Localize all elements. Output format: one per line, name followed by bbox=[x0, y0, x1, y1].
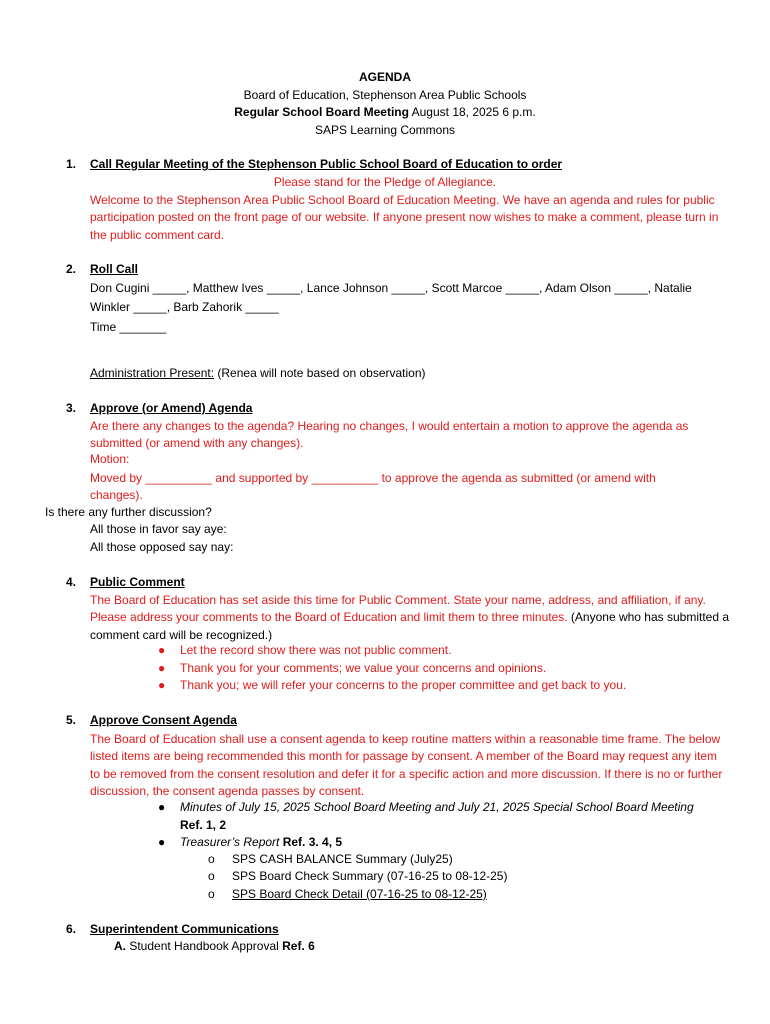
bullet-icon: ● bbox=[158, 661, 166, 675]
agenda-changes-question: Are there any changes to the agenda? Hearing no changes, I would entertain a motion to approve the agenda as submitted (or amend with any changes). bbox=[90, 419, 689, 451]
roll-call-time: Time _______ bbox=[90, 320, 167, 334]
moved-by-text: Moved by __________ and supported by __________ to approve the agenda as submitted (or amend with changes). bbox=[90, 471, 656, 503]
bullet-icon: ● bbox=[158, 835, 166, 849]
circle-bullet-icon: o bbox=[208, 869, 215, 883]
item-6-number: 6. bbox=[66, 922, 77, 936]
meeting-location: SAPS Learning Commons bbox=[314, 123, 456, 137]
minutes-reference: Ref. 1, 2 bbox=[180, 818, 227, 832]
bullet-icon: ● bbox=[158, 678, 166, 692]
meeting-type: Regular School Board Meeting bbox=[234, 105, 409, 119]
roll-call-members: Don Cugini _____, Matthew Ives _____, Lance Johnson _____, Scott Marcoe _____, Adam Olson _____, Natalie Winkler _____, Barb Zahorik _____ bbox=[90, 281, 692, 314]
public-comment-bullet-1: ● Let the record show there was not public comment. bbox=[158, 643, 452, 657]
all-opposed: All those opposed say nay: bbox=[90, 540, 234, 554]
agenda-heading: AGENDA bbox=[358, 70, 411, 84]
circle-bullet-icon: o bbox=[208, 887, 215, 901]
subitem-check-detail: o SPS Board Check Detail (07-16-25 to 08-12-25) bbox=[208, 887, 487, 901]
public-comment-card-note: (Anyone who has submitted a comment card will be recognized.) bbox=[90, 610, 730, 642]
public-comment-text bbox=[90, 592, 730, 644]
item-4-number: 4. bbox=[66, 575, 77, 589]
item-3-title: Approve (or Amend) Agenda bbox=[90, 401, 253, 415]
consent-agenda-text: The Board of Education shall use a consent agenda to keep routine matters within a reasonable time frame. The below listed items are being recommended this month for passage by consent. A member of the Board may request any item to be removed from the consent resolution and defer it for a specific action and more discussion. If there is no or further discussion, the consent agenda passes by consent. bbox=[90, 732, 723, 798]
student-handbook-item bbox=[114, 939, 315, 953]
bullet-icon: ● bbox=[158, 643, 166, 657]
public-comment-bullet-2: ● Thank you for your comments; we value your concerns and opinions. bbox=[158, 661, 547, 675]
item-2-title: Roll Call bbox=[90, 262, 139, 276]
motion-label: Motion: bbox=[90, 452, 130, 466]
subitem-cash-balance: o SPS CASH BALANCE Summary (July25) bbox=[208, 852, 453, 866]
public-comment-bullet-3: ● Thank you; we will refer your concerns to the proper committee and get back to you. bbox=[158, 678, 627, 692]
item-1-title: Call Regular Meeting of the Stephenson Public School Board of Education to order bbox=[90, 157, 563, 171]
item-4-title: Public Comment bbox=[90, 575, 185, 589]
all-in-favor: All those in favor say aye: bbox=[90, 522, 227, 536]
item-3-number: 3. bbox=[66, 401, 77, 415]
administration-present bbox=[90, 366, 426, 380]
item-5-title: Approve Consent Agenda bbox=[90, 713, 237, 727]
circle-bullet-icon: o bbox=[208, 852, 215, 866]
item-1-number: 1. bbox=[66, 157, 77, 171]
item-5-number: 5. bbox=[66, 713, 77, 727]
board-name: Board of Education, Stephenson Area Public Schools bbox=[243, 88, 527, 102]
subitem-check-summary: o SPS Board Check Summary (07-16-25 to 08-12-25) bbox=[208, 869, 508, 883]
public-comment-instructions: The Board of Education has set aside this time for Public Comment. State your name, address, and affiliation, if any. Please address your comments to the Board of Education and limit them to three minutes. bbox=[90, 593, 706, 625]
item-2-number: 2. bbox=[66, 262, 77, 276]
consent-bullet-treasurer bbox=[158, 835, 342, 849]
administration-label: Administration Present: bbox=[90, 366, 215, 380]
welcome-text: Welcome to the Stephenson Area Public School Board of Education Meeting. We have an agenda and rules for public participation posted on the front page of our website. If anyone present now wishes to make a comment, please turn in the public comment card. bbox=[90, 193, 719, 242]
further-discussion: Is there any further discussion? bbox=[45, 505, 212, 519]
bullet-icon: ● bbox=[158, 800, 166, 814]
sub-item-letter: A. bbox=[114, 939, 126, 953]
meeting-line bbox=[0, 105, 770, 119]
item-6-title: Superintendent Communications bbox=[90, 922, 279, 936]
consent-bullet-minutes bbox=[158, 800, 694, 814]
administration-note: (Renea will note based on observation) bbox=[214, 366, 426, 380]
pledge-text: Please stand for the Pledge of Allegiance. bbox=[273, 175, 497, 189]
student-handbook-reference: Ref. 6 bbox=[278, 939, 315, 953]
minutes-title: Minutes of July 15, 2025 School Board Meeting and July 21, 2025 Special School Board Meeting bbox=[180, 800, 694, 814]
student-handbook-text: Student Handbook Approval bbox=[126, 939, 279, 953]
treasurer-report: Treasurer’s Report bbox=[180, 835, 280, 849]
treasurer-reference: Ref. 3. 4, 5 bbox=[279, 835, 343, 849]
meeting-date: August 18, 2025 6 p.m. bbox=[408, 105, 536, 119]
